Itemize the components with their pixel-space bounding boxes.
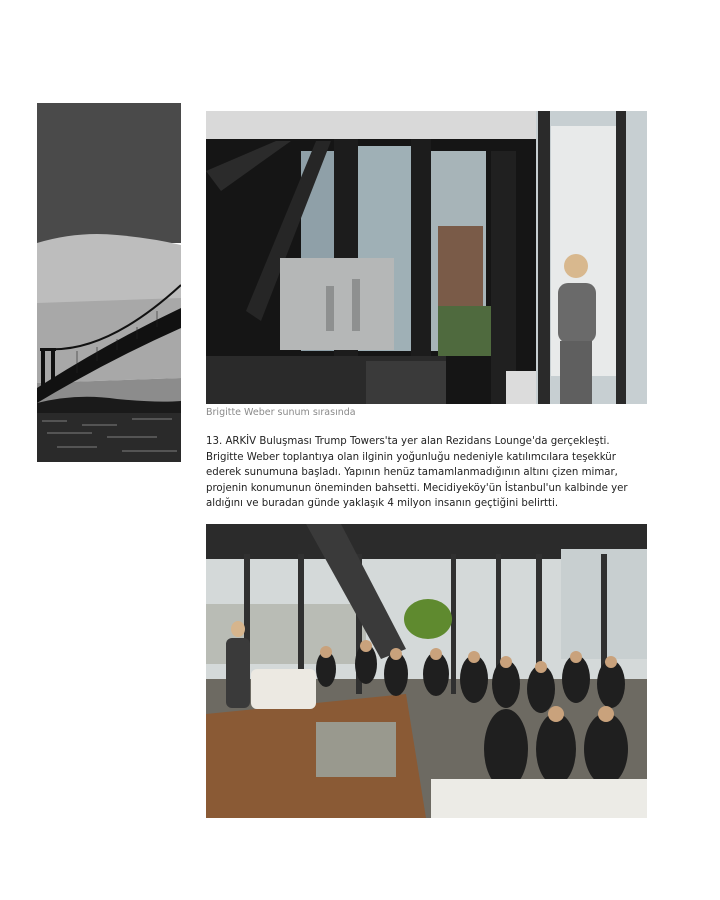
- bridge-image: [37, 103, 181, 462]
- audience-photo: [206, 524, 647, 818]
- article-line: projenin konumunun öneminden bahsetti. Mecidiyeköy'ün İstanbul'un kalbinde yer: [206, 482, 628, 494]
- presentation-photo: [206, 111, 647, 404]
- article-line: 13. ARKİV Buluşması Trump Towers'ta yer alan Rezidans Lounge'da gerçekleşti.: [206, 436, 610, 447]
- article-line: ederek sunumuna başladı. Yapının henüz tamamlanmadığının altını çizen mimar,: [206, 467, 618, 478]
- article-body: [206, 434, 647, 512]
- article-line: Brigitte Weber toplantıya olan ilginin yoğunluğu nedeniyle katılımcılara teşekkür: [206, 451, 616, 463]
- article-line: aldığını ve buradan günde yaklaşık 4 milyon insanın geçtiğini belirtti.: [206, 498, 559, 509]
- photo-caption: Brigitte Weber sunum sırasında: [206, 407, 356, 418]
